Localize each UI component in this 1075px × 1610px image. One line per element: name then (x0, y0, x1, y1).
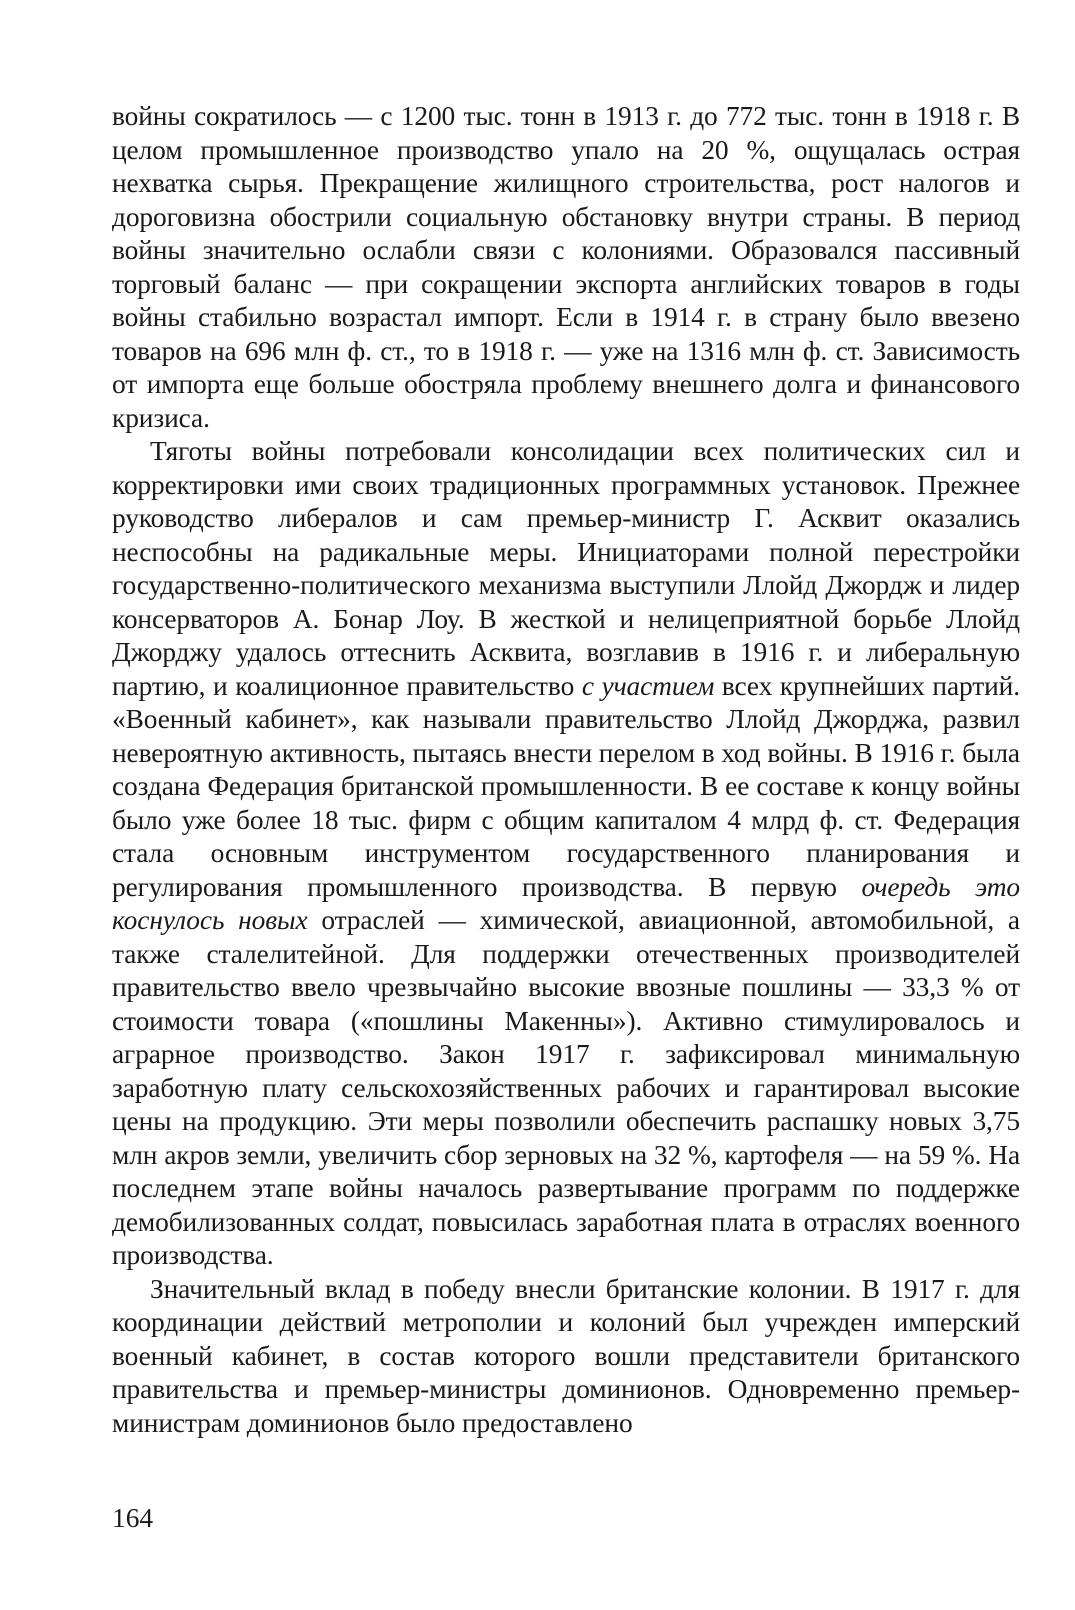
page-number: 164 (112, 1503, 154, 1533)
paragraph-2-text-a: Тяготы войны потребовали консолидации всех политических сил и корректировки ими своих традиционных программных установок. Прежнее руководство либералов и сам премьер-министр Г. Асквит оказались неспособны на радикальные меры. Инициаторами полной перестройки государственно-политического механизма выступили Ллойд Джордж и лидер консерваторов А. Бонар Лоу. В жесткой и нелицеприятной борьбе Ллойд Джорджу удалось оттеснить Асквита, возглавив в 1916 г. и либеральную партию, и коалиционное правительство (112, 436, 1020, 701)
paragraph-3 (112, 1273, 1020, 1441)
body-text (112, 100, 1020, 1440)
paragraph-2 (112, 435, 1020, 1273)
paragraph-1-text: войны сократилось — с 1200 тыс. тонн в 1913 г. до 772 тыс. тонн в 1918 г. В целом промышленное производство упало на 20 %, ощущалась острая нехватка сырья. Прекращение жилищного строительства, рост налогов и дороговизна обострили социальную обстановку внутри страны. В период войны значительно ослабли связи с колониями. Образовался пассивный торговый баланс — при сокращении экспорта английских товаров в годы войны стабильно возрастал импорт. Если в 1914 г. в страну было ввезено товаров на 696 млн ф. ст., то в 1918 г. — уже на 1316 млн ф. ст. Зависимость от импорта еще больше обостряла проблему внешнего долга и финансового кризиса. (112, 101, 1020, 433)
paragraph-1 (112, 100, 1020, 435)
paragraph-2-text-b: всех крупнейших партий. «Военный кабинет», как называли правительство Ллойд Джорджа, развил невероятную активность, пытаясь внести перелом в ход войны. В 1916 г. была создана Федерация британской промышленности. В ее составе к концу войны было уже более 18 тыс. фирм с общим капиталом 4 млрд ф. ст. Федерация стала основным инструментом государственного планирования и регулирования промышленного производства. В первую (112, 670, 1020, 902)
paragraph-3-text: Значительный вклад в победу внесли британские колонии. В 1917 г. для координации действий метрополии и колоний был учрежден имперский военный кабинет, в состав которого вошли представители британского правительства и премьер-министры доминионов. Одновременно премьер-министрам доминионов было предоставлено (112, 1273, 1020, 1438)
paragraph-2-italic-a: с участием (581, 670, 715, 701)
paragraph-2-italic-b: очередь это коснулось новых (112, 871, 1020, 935)
paragraph-2-text-c: отраслей — химической, авиационной, автомобильной, а также сталелитейной. Для поддержки отечественных производителей правительство ввело чрезвычайно высокие ввозные пошлины — 33,3 % от стоимости товара («пошлины Макенны»). Активно стимулировалось и аграрное производство. Закон 1917 г. зафиксировал минимальную заработную плату сельскохозяйственных рабочих и гарантировал высокие цены на продукцию. Эти меры позволили обеспечить распашку новых 3,75 млн акров земли, увеличить сбор зерновых на 32 %, картофеля — на 59 %. На последнем этапе войны началось развертывание программ по поддержке демобилизованных солдат, повысилась заработная плата в отраслях военного производства. (112, 905, 1020, 1270)
